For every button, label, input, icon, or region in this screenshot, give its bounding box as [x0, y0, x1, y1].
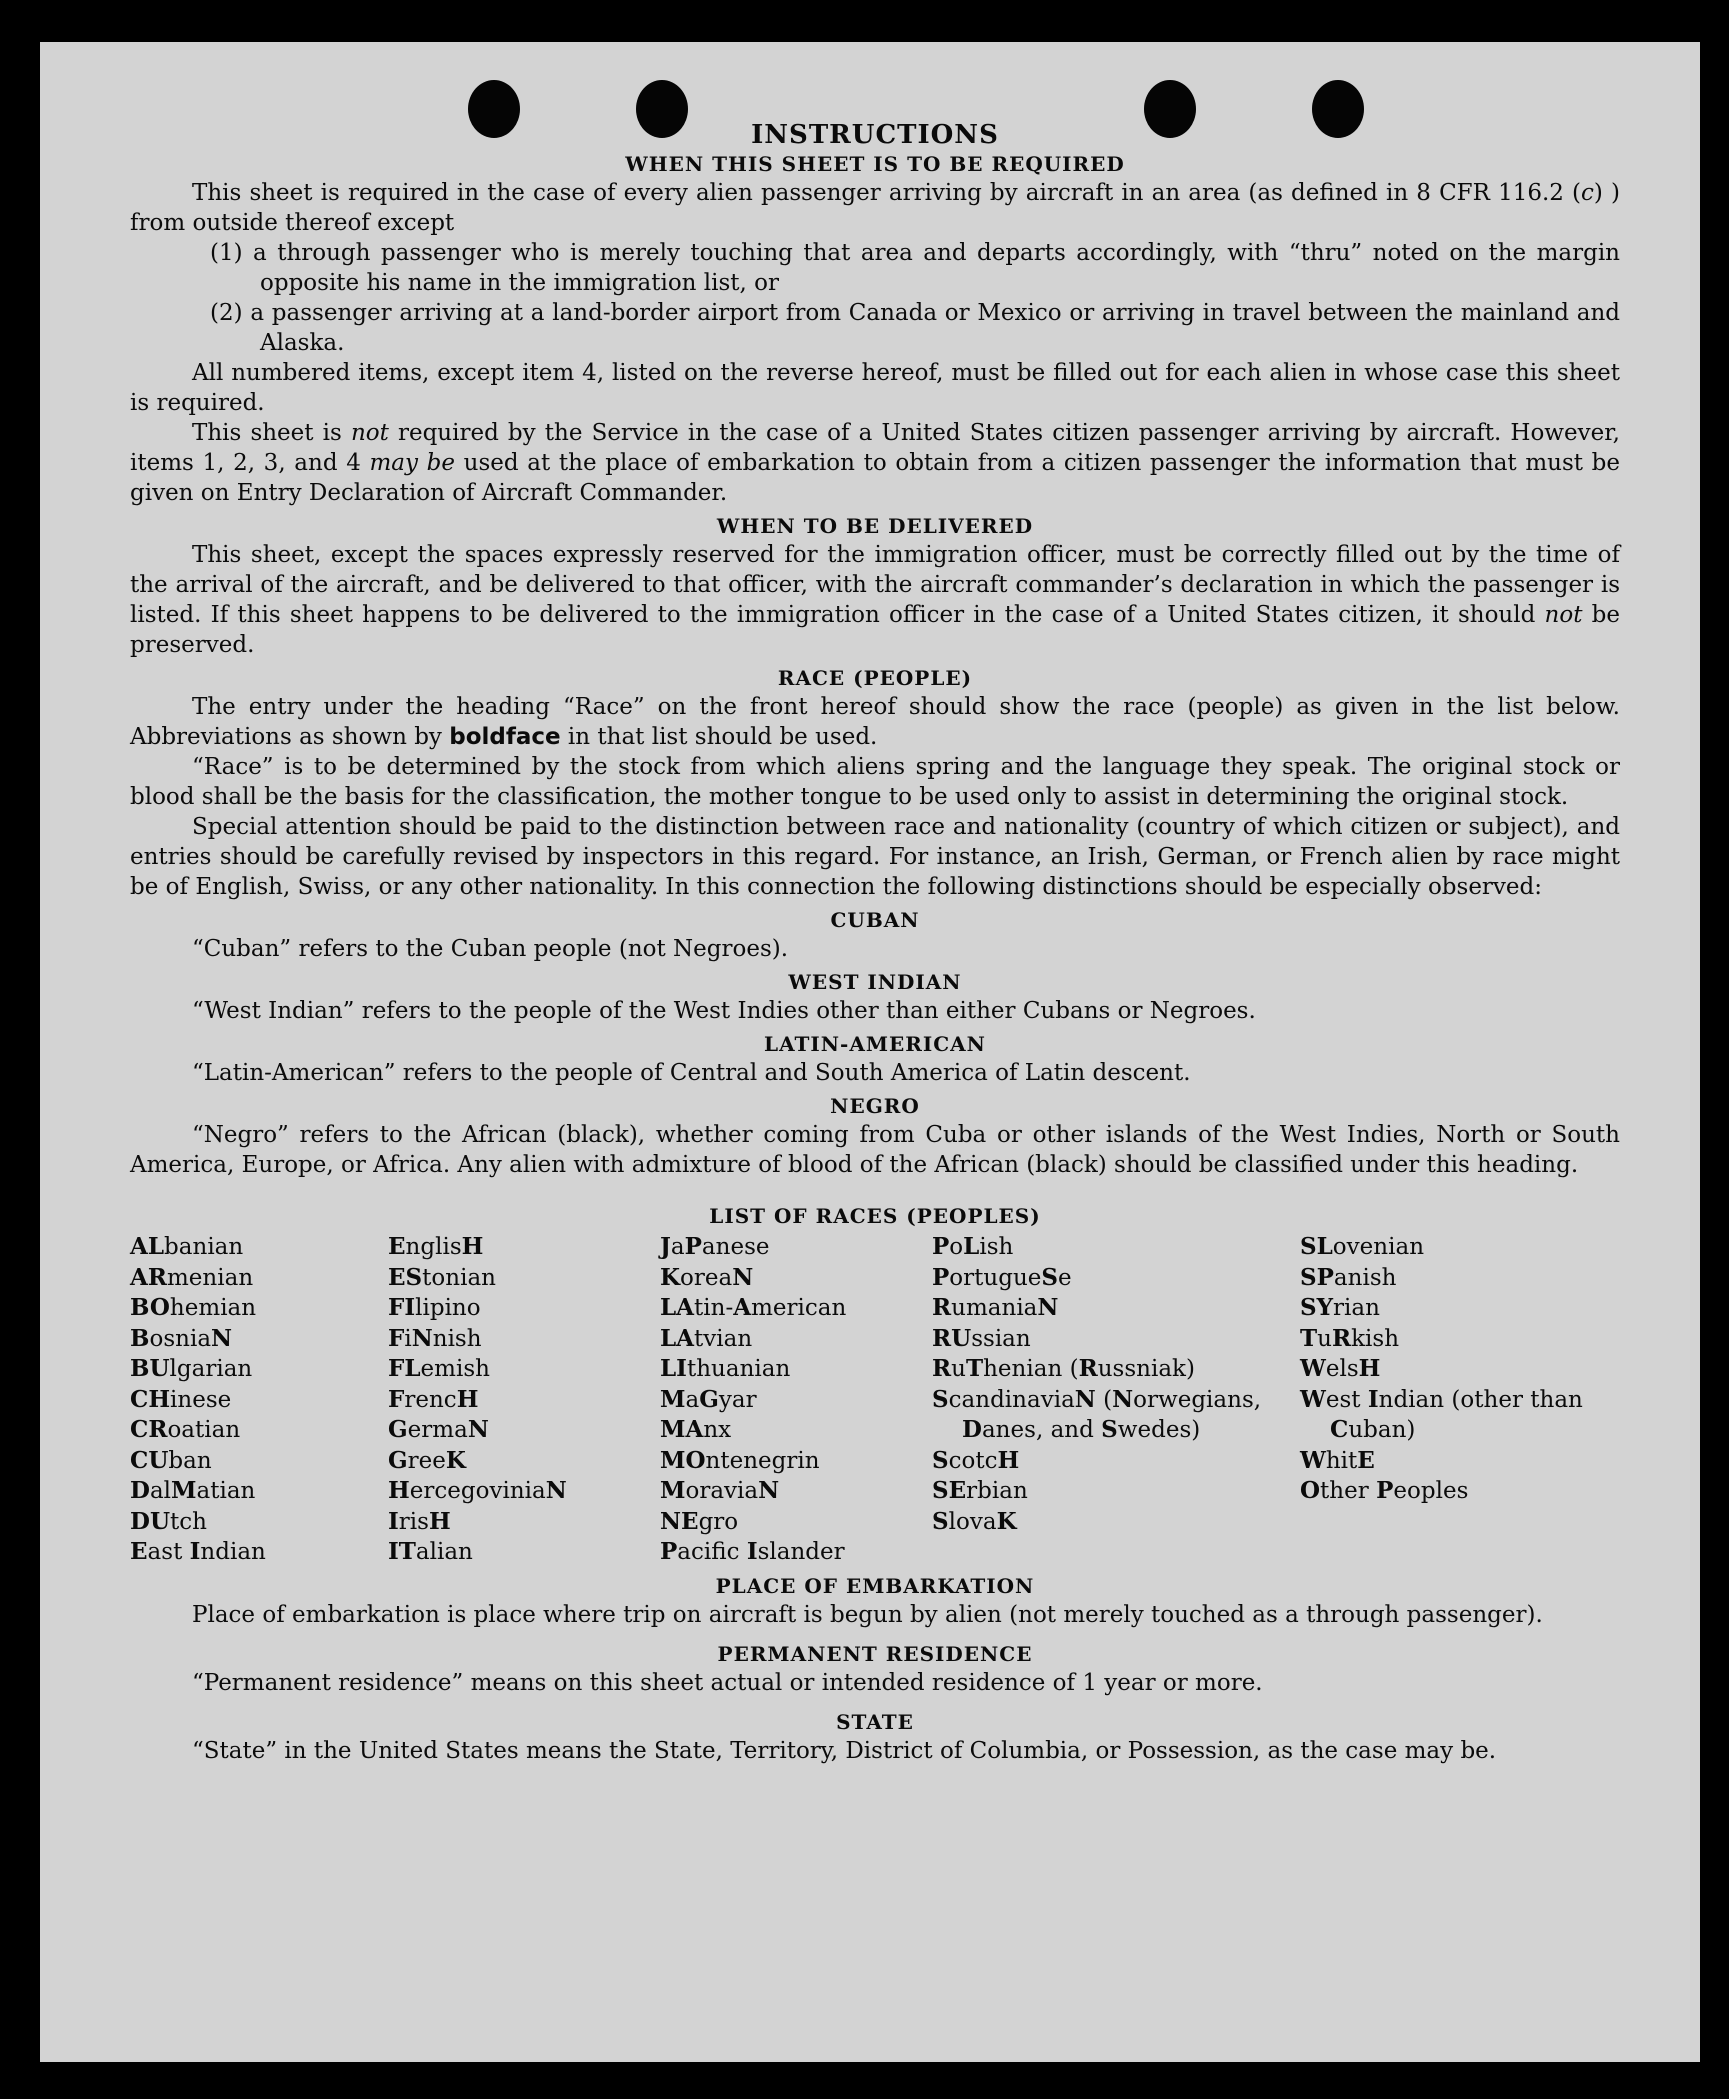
state-text: “State” in the United States means the State, Territory, District of Columbia, or Possession, as the case may be. [192, 1737, 1497, 1764]
race-item: ScotcH [932, 1446, 1020, 1474]
race-item: SPanish [1300, 1263, 1397, 1291]
instructions-body [130, 120, 1620, 1766]
heading-when-required: WHEN THIS SHEET IS TO BE REQUIRED [625, 152, 1125, 176]
heading-latin-american: LATIN-AMERICAN [764, 1032, 986, 1056]
race-item: SYrian [1300, 1294, 1380, 1321]
race-paragraph-3: Special attention should be paid to the distinction between race and nationality (country of which citizen or subject), and entries should be carefully revised by inspectors in this regard. For instance, an Irish, German, or French alien by race might be of English, Swiss, or any other nationality. In this connection the following distinctions should be especially observed: [130, 814, 1620, 900]
races-column-5 [1300, 1232, 1600, 1568]
exception-item-1: (1) a through passenger who is merely touching that area and departs accordingly, with “thru” noted on the margin opposite his name in the immigration list, or [210, 240, 1620, 296]
embarkation-text: Place of embarkation is place where trip on aircraft is begun by alien (not merely touched as a through passenger). [192, 1601, 1543, 1628]
cuban-text: “Cuban” refers to the Cuban people (not Negroes). [192, 936, 789, 962]
race-item: CHinese [130, 1385, 232, 1413]
race-item: RumaniaN [932, 1294, 1059, 1321]
race-item: MoraviaN [660, 1477, 780, 1504]
heading-when-delivered: WHEN TO BE DELIVERED [716, 514, 1034, 538]
race-item: DUtch [130, 1507, 207, 1535]
race-item: West Indian (other than Cuban) [1300, 1385, 1583, 1443]
west-indian-text: “West Indian” refers to the people of the West Indies other than either Cubans or Negroes. [192, 998, 1256, 1024]
race-item: PoLish [932, 1233, 1014, 1260]
race-item: Pacifc Islander [660, 1538, 845, 1565]
race-item: RUssian [932, 1324, 1031, 1352]
races-column-1 [130, 1232, 388, 1568]
exception-item-2: (2) a passenger arriving at a land-border airport from Canada or Mexico or arriving in travel between the mainland and Alaska. [210, 300, 1620, 356]
heading-race: RACE (PEOPLE) [777, 666, 973, 690]
race-item: LIthuanian [660, 1355, 791, 1382]
race-item: MaGyar [660, 1385, 757, 1413]
race-item: PortugueSe [932, 1263, 1072, 1291]
race-item: IrisH [388, 1507, 451, 1535]
page-title: INSTRUCTIONS [751, 120, 999, 150]
race-item: RuThenian (Russniak) [932, 1355, 1195, 1382]
race-item: FIlipino [388, 1294, 481, 1321]
race-item: LAtvian [660, 1324, 753, 1352]
race-item: MOntenegrin [660, 1446, 820, 1474]
race-paragraph-2: “Race” is to be determined by the stock from which aliens spring and the language they speak. The original stock or blood shall be the basis for the classification, the mother tongue to be used only to assist in determining the original stock. [130, 754, 1620, 810]
race-item: WhitE [1300, 1446, 1375, 1474]
races-column-2 [388, 1232, 660, 1568]
citizen-note: This sheet is not required by the Service in the case of a United States citizen passenger arriving by aircraft. However, items 1, 2, 3, and 4 may be used at the place of embarkation to obtain from a citizen passenger the information that must be given on Entry Declaration of Aircraft Commander. [130, 420, 1620, 506]
race-item: SLovenian [1300, 1233, 1425, 1260]
race-item: DalMatian [130, 1477, 256, 1504]
race-item: BUlgarian [130, 1355, 253, 1382]
heading-embarkation: PLACE OF EMBARKATION [715, 1573, 1035, 1598]
heading-list-of-races: LIST OF RACES (PEOPLES) [709, 1204, 1041, 1228]
race-item: EStonian [388, 1263, 496, 1291]
delivery-text: This sheet, except the spaces expressly reserved for the immigration officer, must be correctly filled out by the time of the arrival of the aircraft, and be delivered to that officer, with the aircraft commander’s declaration in which the passenger is listed. If this sheet happens to be delivered to the immigration officer in the case of a United States citizen, it should not be preserved. [130, 542, 1620, 658]
document-page [40, 42, 1700, 2062]
races-list [130, 1232, 1620, 1568]
race-item: JaPanese [660, 1233, 770, 1260]
heading-state: STATE [836, 1709, 914, 1734]
race-item: KoreaN [660, 1263, 754, 1291]
numbered-items-note: All numbered items, except item 4, listed on the reverse hereof, must be filled out for each alien in whose case this sheet is required. [130, 360, 1620, 416]
required-intro: This sheet is required in the case of every alien passenger arriving by aircraft in an area (as defined in 8 CFR 116.2 (c) ) from outside thereof except [130, 180, 1620, 236]
latin-american-text: “Latin-American” refers to the people of Central and South America of Latin descent. [192, 1060, 1191, 1086]
race-item: MAnx [660, 1416, 732, 1443]
race-item: FiNnish [388, 1324, 482, 1352]
heading-negro: NEGRO [830, 1094, 920, 1118]
race-item: ScandinaviaN (Norwegians, Danes, and Swedes) [932, 1385, 1262, 1443]
race-item: GermaN [388, 1416, 489, 1443]
race-item: CRoatian [130, 1416, 241, 1443]
race-item: LAtin-American [660, 1294, 847, 1321]
permanent-residence-text: “Permanent residence” means on this sheet actual or intended residence of 1 year or more. [192, 1669, 1263, 1696]
race-item: FLemish [388, 1355, 490, 1382]
race-item: GreeK [388, 1446, 466, 1474]
race-item: ITalian [388, 1538, 473, 1565]
race-item: BosniaN [130, 1324, 233, 1352]
race-item: BOhemian [130, 1294, 257, 1321]
race-item: SlovaK [932, 1507, 1017, 1535]
race-item: WelsH [1300, 1355, 1381, 1382]
race-item: NEgro [660, 1507, 739, 1535]
race-item: ALbanian [130, 1233, 244, 1260]
race-item: ARmenian [130, 1263, 254, 1291]
races-column-3 [660, 1232, 932, 1568]
race-paragraph-1: The entry under the heading “Race” on the front hereof should show the race (people) as given in the list below. Abbreviations as shown by boldface in that list should be used. [130, 694, 1620, 750]
heading-permanent-residence: PERMANENT RESIDENCE [717, 1641, 1033, 1666]
races-column-4 [932, 1232, 1300, 1568]
race-item: Other Peoples [1300, 1477, 1469, 1504]
race-item: TuRkish [1300, 1324, 1400, 1352]
race-item: SErbian [932, 1477, 1028, 1504]
race-item: FrencH [388, 1385, 479, 1413]
negro-text: “Negro” refers to the African (black), whether coming from Cuba or other islands of the West Indies, North or South America, Europe, or Africa. Any alien with admixture of blood of the African (black) should be classified under this heading. [130, 1122, 1620, 1178]
race-item: HercegoviniaN [388, 1477, 567, 1504]
race-item: CUban [130, 1446, 212, 1474]
race-item: East Indian [130, 1538, 266, 1565]
heading-cuban: CUBAN [830, 908, 920, 932]
race-item: EnglisH [388, 1233, 484, 1260]
heading-west-indian: WEST INDIAN [788, 970, 962, 994]
